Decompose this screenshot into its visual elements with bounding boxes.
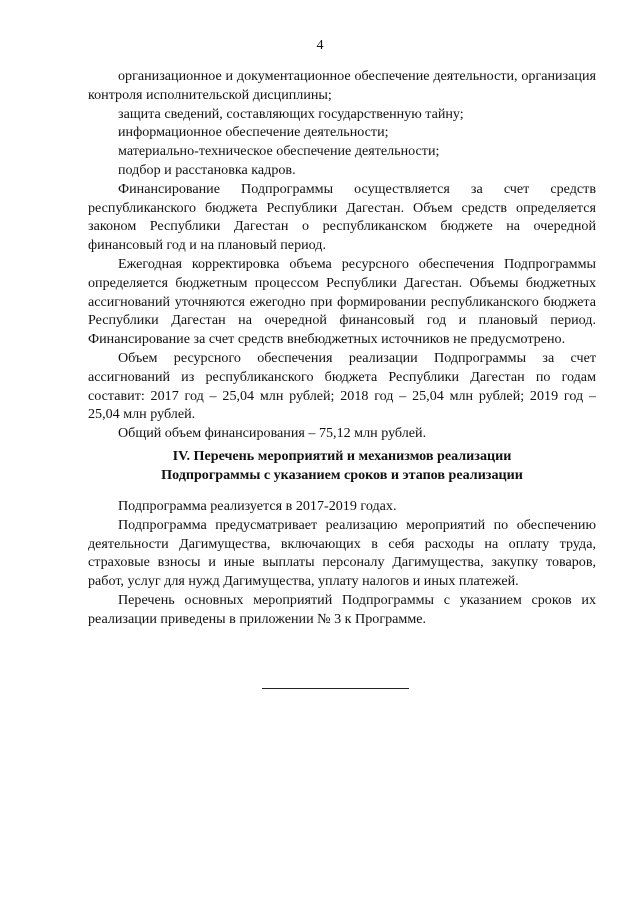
- paragraph: Общий объем финансирования – 75,12 млн рублей.: [118, 425, 427, 442]
- page-number: 4: [316, 37, 324, 53]
- paragraph: защита сведений, составляющих государственную тайну;: [118, 105, 464, 122]
- end-of-text-rule: [262, 688, 409, 689]
- paragraph: Перечень основных мероприятий Подпрограммы с указанием сроков их реализации приведены в приложении № 3 к Программе.: [88, 591, 596, 627]
- section-heading: [88, 447, 596, 485]
- paragraph: Объем ресурсного обеспечения реализации Подпрограммы за счет ассигнований из республиканского бюджета Республики Дагестан по годам составит: 2017 год – 25,04 млн рублей; 2018 год – 25,04 млн рублей; 2019 год – 25,04 млн рублей.: [88, 349, 596, 423]
- section-heading-line: Подпрограммы с указанием сроков и этапов реализации: [161, 467, 523, 483]
- paragraph: подбор и расстановка кадров.: [118, 161, 296, 178]
- paragraph: материально-техническое обеспечение деятельности;: [118, 143, 440, 160]
- paragraph: Ежегодная корректировка объема ресурсного обеспечения Подпрограммы определяется бюджетным процессом Республики Дагестан. Объемы бюджетных ассигнований уточняются ежегодно при формировании республиканского бюджета Республики Дагестан на очередной финансовый год и плановый период. Финансирование за счет средств внебюджетных источников не предусмотрено.: [88, 255, 596, 348]
- paragraph: Подпрограмма реализуется в 2017-2019 годах.: [118, 498, 397, 514]
- paragraph: Финансирование Подпрограммы осуществляется за счет средств республиканского бюджета Республики Дагестан. Объем средств определяется законом Республики Дагестан о республиканском бюджете на очередной финансовый год и на плановый период.: [88, 180, 596, 254]
- paragraph: Подпрограмма предусматривает реализацию мероприятий по обеспечению деятельности Дагимущества, включающих в себя расходы на оплату труда, страховые взносы и иные выплаты персоналу Дагимущества, закупку товаров, работ, услуг для нужд Дагимущества, уплату налогов и иных платежей.: [88, 516, 596, 590]
- paragraph: информационное обеспечение деятельности;: [118, 124, 389, 141]
- section-heading-line: IV. Перечень мероприятий и механизмов реализации: [172, 448, 512, 464]
- paragraph: организационное и документационное обеспечение деятельности, организация контроля исполнительской дисциплины;: [88, 68, 596, 103]
- body-text-bottom: [88, 497, 596, 629]
- body-text-top: [88, 67, 596, 443]
